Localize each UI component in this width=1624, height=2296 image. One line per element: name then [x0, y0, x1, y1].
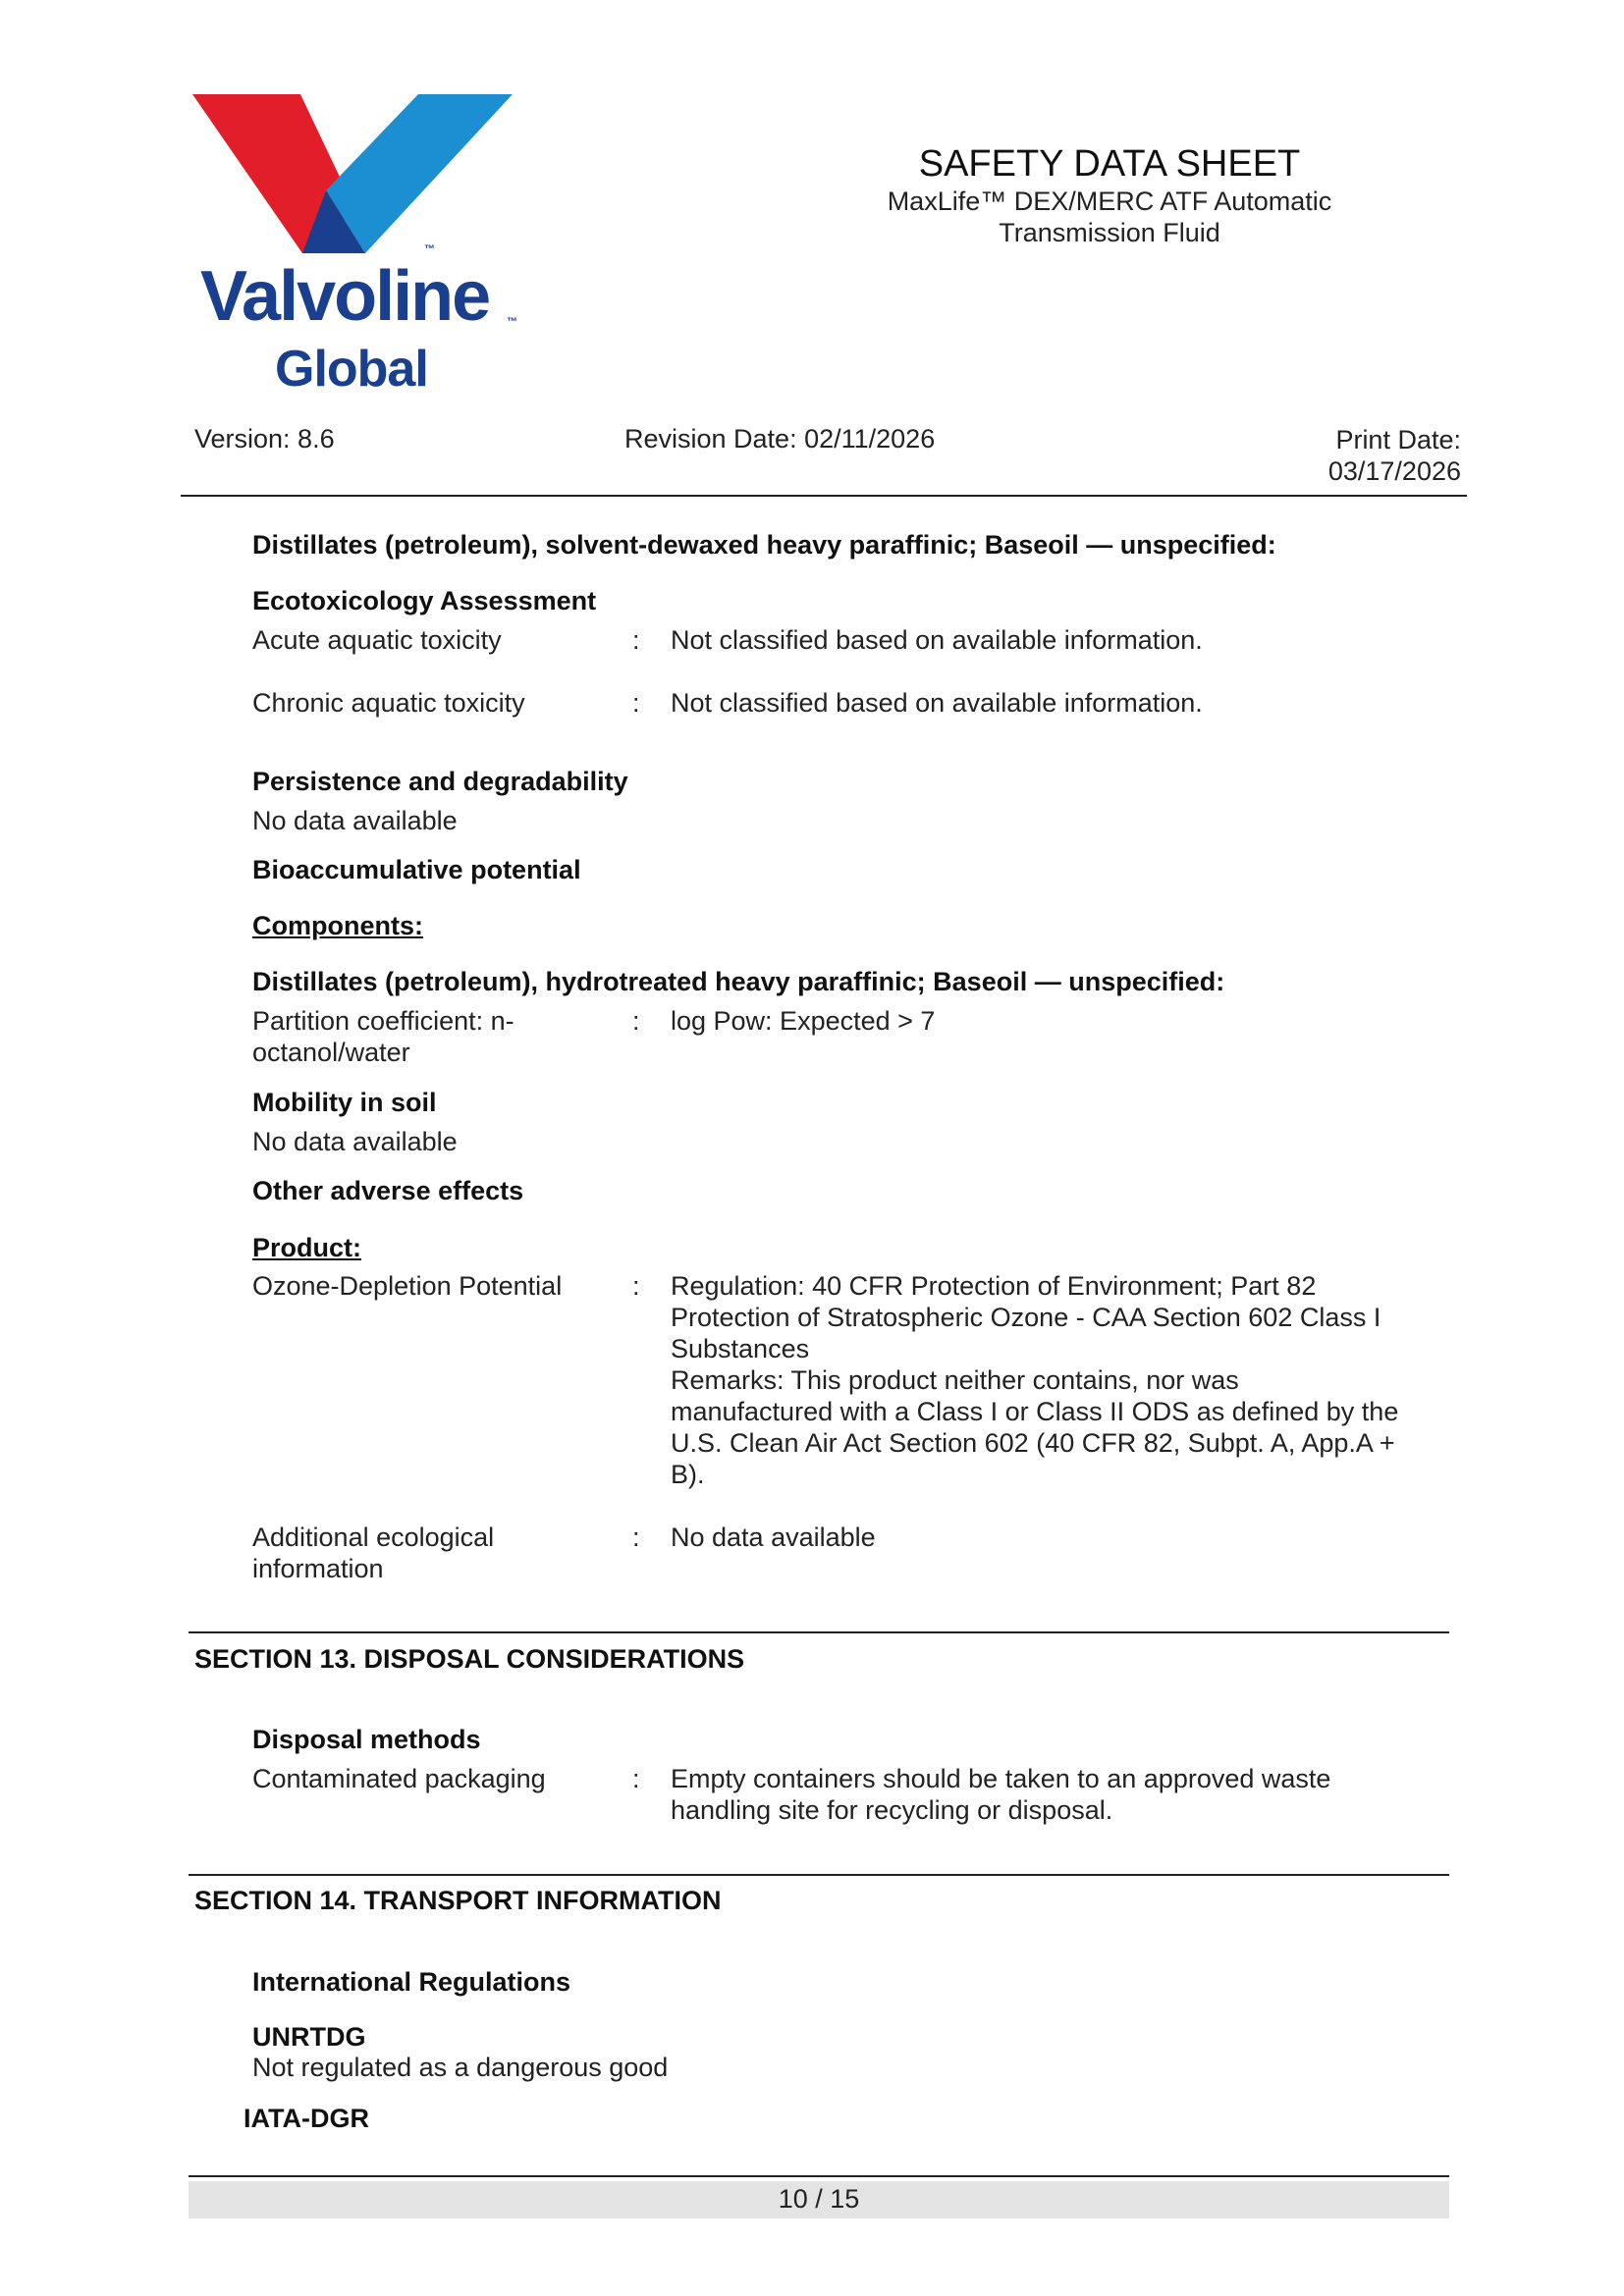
ozone-line: Remarks: This product neither contains, nor was: [671, 1365, 1239, 1395]
mobility-value: No data available: [252, 1127, 458, 1156]
product-heading: Product:: [252, 1233, 361, 1262]
logo-sub-text: Global: [275, 341, 428, 398]
partition-coefficient-label: [252, 1005, 606, 1068]
additional-eco-label-line2: information: [252, 1554, 384, 1583]
valvoline-logo: [192, 94, 532, 399]
section13-divider: [189, 1631, 1449, 1633]
persistence-heading: Persistence and degradability: [252, 767, 628, 796]
partition-colon: :: [632, 1006, 640, 1036]
product-name-line2: Transmission Fluid: [999, 218, 1220, 247]
chronic-toxicity-label: Chronic aquatic toxicity: [252, 688, 525, 718]
section14-divider: [189, 1874, 1449, 1876]
additional-eco-label-line1: Additional ecological: [252, 1522, 495, 1552]
footer-divider: [189, 2175, 1449, 2177]
additional-eco-colon: :: [632, 1522, 640, 1552]
ozone-line: manufactured with a Class I or Class II ODS as defined by the: [671, 1397, 1399, 1426]
component-heading-2: Distillates (petroleum), hydrotreated heavy paraffinic; Baseoil — unspecified:: [252, 967, 1225, 996]
version: Version: 8.6: [194, 424, 335, 454]
acute-toxicity-value: Not classified based on available information.: [671, 625, 1203, 655]
header-divider: [181, 495, 1467, 497]
ozone-colon: :: [632, 1271, 640, 1301]
additional-eco-value: No data available: [671, 1522, 876, 1552]
packaging-colon: :: [632, 1764, 640, 1793]
contaminated-packaging-label: Contaminated packaging: [252, 1764, 546, 1793]
international-regulations-heading: International Regulations: [252, 1967, 571, 1997]
packaging-value-line1: Empty containers should be taken to an approved waste: [671, 1764, 1331, 1793]
contaminated-packaging-value: [671, 1763, 1446, 1826]
ozone-line: U.S. Clean Air Act Section 602 (40 CFR 82, Subpt. A, App.A +: [671, 1428, 1395, 1458]
chronic-colon: :: [632, 688, 640, 718]
disposal-methods-heading: Disposal methods: [252, 1725, 481, 1754]
print-date: [1328, 424, 1461, 487]
ozone-line: Substances: [671, 1334, 810, 1363]
valvoline-v-mark: [192, 94, 532, 261]
persistence-value: No data available: [252, 806, 458, 835]
bioaccumulative-heading: Bioaccumulative potential: [252, 855, 581, 884]
acute-colon: :: [632, 625, 640, 655]
ozone-line: Regulation: 40 CFR Protection of Environment; Part 82: [671, 1271, 1317, 1301]
unrtdg-value: Not regulated as a dangerous good: [252, 2053, 669, 2082]
logo-tm-mark-2: ™: [507, 316, 517, 328]
ecotoxicology-heading: Ecotoxicology Assessment: [252, 586, 597, 615]
ozone-line: B).: [671, 1460, 705, 1489]
document-title: SAFETY DATA SHEET: [918, 143, 1301, 185]
logo-tm-mark: ™: [424, 243, 435, 255]
additional-eco-label: [252, 1522, 606, 1584]
section13-title: SECTION 13. DISPOSAL CONSIDERATIONS: [194, 1644, 745, 1674]
ozone-value: [671, 1270, 1446, 1490]
mobility-heading: Mobility in soil: [252, 1088, 437, 1117]
component-heading-1: Distillates (petroleum), solvent-dewaxed heavy paraffinic; Baseoil — unspecified:: [252, 530, 1276, 560]
acute-toxicity-label: Acute aquatic toxicity: [252, 625, 502, 655]
iata-dgr-heading: IATA-DGR: [244, 2104, 369, 2133]
unrtdg-heading: UNRTDG: [252, 2022, 366, 2052]
components-heading: Components:: [252, 911, 423, 940]
logo-brand-text: Valvoline: [200, 257, 490, 336]
partition-label-line1: Partition coefficient: n-: [252, 1006, 514, 1036]
chronic-toxicity-value: Not classified based on available information.: [671, 688, 1203, 718]
ozone-line: Protection of Stratospheric Ozone - CAA Section 602 Class I: [671, 1303, 1381, 1332]
ozone-label: Ozone-Depletion Potential: [252, 1271, 563, 1301]
logo-blue-stripe: [326, 94, 513, 253]
revision-date: Revision Date: 02/11/2026: [624, 424, 936, 454]
packaging-value-line2: handling site for recycling or disposal.: [671, 1795, 1113, 1825]
page-number: 10 / 15: [778, 2184, 860, 2214]
section14-title: SECTION 14. TRANSPORT INFORMATION: [194, 1886, 722, 1915]
print-date-label: Print Date:: [1335, 425, 1461, 454]
product-name-line1: MaxLife™ DEX/MERC ATF Automatic: [887, 187, 1332, 216]
partition-coefficient-value: log Pow: Expected > 7: [671, 1006, 936, 1036]
partition-label-line2: octanol/water: [252, 1038, 410, 1067]
other-adverse-heading: Other adverse effects: [252, 1176, 524, 1205]
print-date-value: 03/17/2026: [1327, 456, 1461, 486]
